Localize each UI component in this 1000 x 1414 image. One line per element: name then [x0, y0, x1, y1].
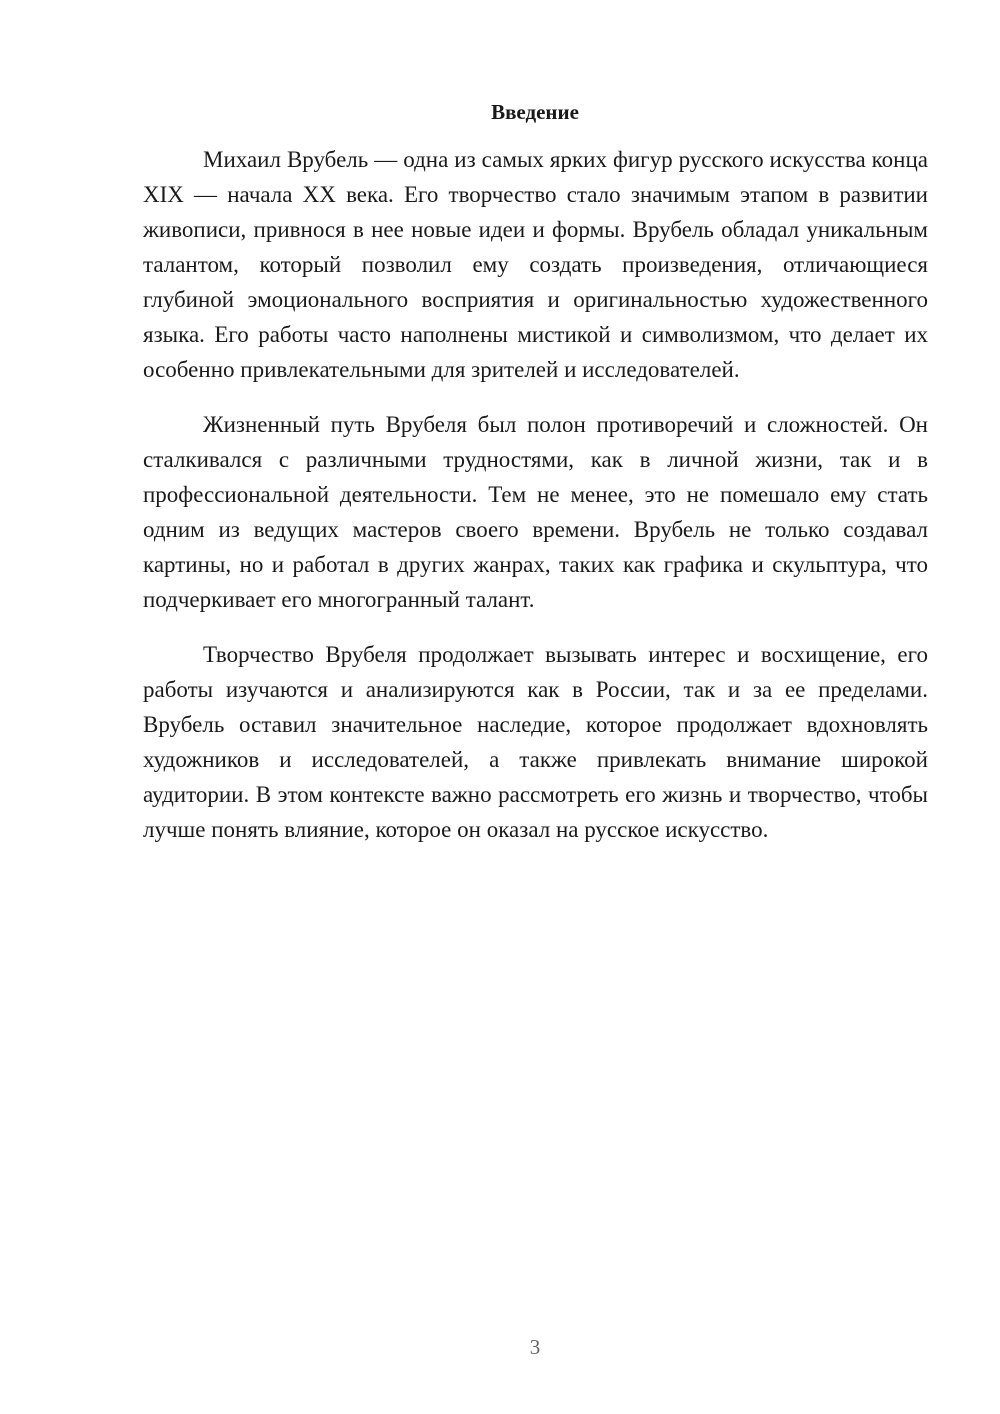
- paragraph-2: Жизненный путь Врубеля был полон противоречий и сложностей. Он сталкивался с различными трудностями, как в личной жизни, так и в профессиональной деятельности. Тем не менее, это не помешало ему стать одним из ведущих мастеров своего времени. Врубель не только создавал картины, но и работал в других жанрах, таких как графика и скульптура, что подчеркивает его многогранный талант.: [143, 412, 928, 612]
- paragraph-3: Творчество Врубеля продолжает вызывать интерес и восхищение, его работы изучаются и анализируются как в России, так и за ее пределами. Врубель оставил значительное наследие, которое продолжает вдохновлять художников и исследователей, а также привлекать внимание широкой аудитории. В этом контексте важно рассмотреть его жизнь и творчество, чтобы лучше понять влияние, которое он оказал на русское искусство.: [143, 642, 928, 842]
- page-number: 3: [529, 1335, 541, 1359]
- section-heading: Введение: [491, 100, 579, 124]
- body-text: [143, 142, 928, 847]
- paragraph-1: Михаил Врубель — одна из самых ярких фигур русского искусства конца XIX — начала XX века. Его творчество стало значимым этапом в развитии живописи, привнося в нее новые идеи и формы. Врубель обладал уникальным талантом, который позволил ему создать произведения, отличающиеся глубиной эмоционального восприятия и оригинальностью художественного языка. Его работы часто наполнены мистикой и символизмом, что делает их особенно привлекательными для зрителей и исследователей.: [143, 147, 928, 382]
